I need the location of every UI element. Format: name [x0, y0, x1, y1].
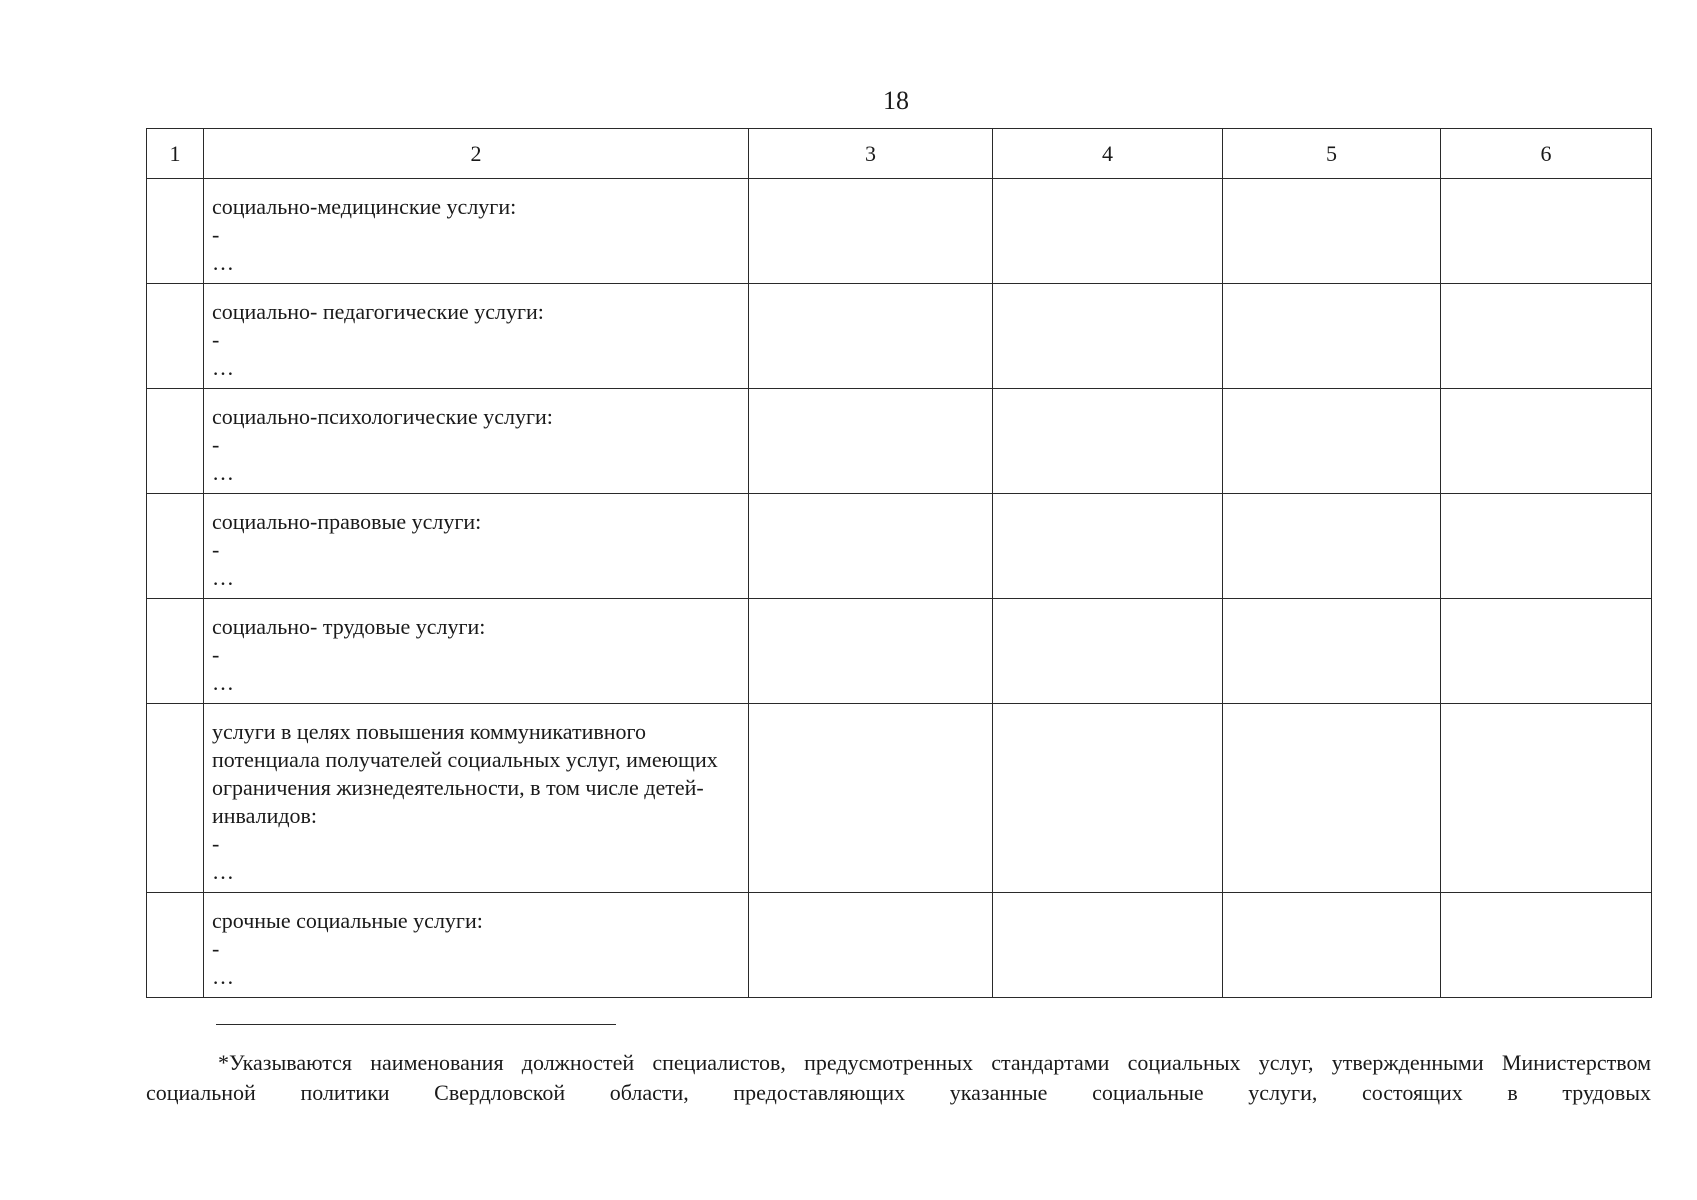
- table-cell: [993, 284, 1223, 389]
- footnote-text: *Указываются наименования должностей специалистов, предусмотренных стандартами социальных услуг, утвержденными Министерством социальной политики Свердловской области, предоставляющих указанные социальные услуги, состоящих в трудовых: [146, 1050, 1651, 1105]
- service-item-placeholder: -: [212, 936, 220, 961]
- service-more-placeholder: …: [212, 859, 234, 884]
- table-cell: [1223, 599, 1441, 704]
- service-cell: [204, 704, 749, 893]
- table-cell: [749, 284, 993, 389]
- service-category: социально-психологические услуги:: [212, 404, 553, 429]
- service-cell: [204, 179, 749, 284]
- table-row: [147, 599, 1652, 704]
- service-more-placeholder: …: [212, 250, 234, 275]
- table-cell: [993, 389, 1223, 494]
- service-item-placeholder: -: [212, 432, 220, 457]
- table-row: [147, 179, 1652, 284]
- service-item-placeholder: -: [212, 537, 220, 562]
- number-cell: [147, 599, 204, 704]
- column-header-6: 6: [1441, 129, 1652, 179]
- table-cell: [993, 494, 1223, 599]
- table-cell: [993, 893, 1223, 998]
- number-cell: [147, 389, 204, 494]
- column-header-3: 3: [749, 129, 993, 179]
- table-cell: [1441, 599, 1652, 704]
- table-cell: [1223, 284, 1441, 389]
- column-header-4: 4: [993, 129, 1223, 179]
- service-category: социально- трудовые услуги:: [212, 614, 486, 639]
- table-cell: [749, 599, 993, 704]
- table-cell: [1223, 494, 1441, 599]
- service-more-placeholder: …: [212, 355, 234, 380]
- number-cell: [147, 494, 204, 599]
- service-cell: [204, 284, 749, 389]
- table-cell: [993, 179, 1223, 284]
- service-more-placeholder: …: [212, 565, 234, 590]
- column-header-2: 2: [204, 129, 749, 179]
- service-item-placeholder: -: [212, 831, 220, 856]
- footnote-divider: [216, 1024, 616, 1025]
- service-cell: [204, 599, 749, 704]
- table-cell: [1223, 179, 1441, 284]
- number-cell: [147, 893, 204, 998]
- service-category: социально-правовые услуги:: [212, 509, 482, 534]
- table-row: [147, 284, 1652, 389]
- table-cell: [1223, 893, 1441, 998]
- service-cell: [204, 893, 749, 998]
- service-cell: [204, 494, 749, 599]
- services-table: [146, 128, 1652, 998]
- table-cell: [1441, 284, 1652, 389]
- service-more-placeholder: …: [212, 670, 234, 695]
- service-more-placeholder: …: [212, 460, 234, 485]
- service-category: социально-медицинские услуги:: [212, 194, 517, 219]
- service-category: срочные социальные услуги:: [212, 908, 483, 933]
- table-cell: [1441, 893, 1652, 998]
- page-number: 18: [883, 86, 909, 115]
- table-cell: [1441, 704, 1652, 893]
- table-cell: [1223, 389, 1441, 494]
- table-cell: [1441, 389, 1652, 494]
- table-row: [147, 494, 1652, 599]
- number-cell: [147, 179, 204, 284]
- table-cell: [749, 893, 993, 998]
- service-item-placeholder: -: [212, 327, 220, 352]
- number-cell: [147, 284, 204, 389]
- service-cell: [204, 389, 749, 494]
- table-row: [147, 893, 1652, 998]
- number-cell: [147, 704, 204, 893]
- service-item-placeholder: -: [212, 222, 220, 247]
- table-cell: [1441, 179, 1652, 284]
- table-cell: [749, 494, 993, 599]
- table-row: [147, 704, 1652, 893]
- column-header-1: 1: [147, 129, 204, 179]
- table-cell: [749, 704, 993, 893]
- table-cell: [1441, 494, 1652, 599]
- service-item-placeholder: -: [212, 642, 220, 667]
- table-cell: [993, 599, 1223, 704]
- table-header-row: [147, 129, 1652, 179]
- service-more-placeholder: …: [212, 964, 234, 989]
- service-category: социально- педагогические услуги:: [212, 299, 544, 324]
- table-cell: [749, 179, 993, 284]
- table-cell: [1223, 704, 1441, 893]
- service-category: услуги в целях повышения коммуникативного потенциала получателей социальных услуг, имеющих ограничения жизнедеятельности, в том числе детей-инвалидов:: [212, 719, 718, 828]
- table-cell: [749, 389, 993, 494]
- table-row: [147, 389, 1652, 494]
- table-cell: [993, 704, 1223, 893]
- column-header-5: 5: [1223, 129, 1441, 179]
